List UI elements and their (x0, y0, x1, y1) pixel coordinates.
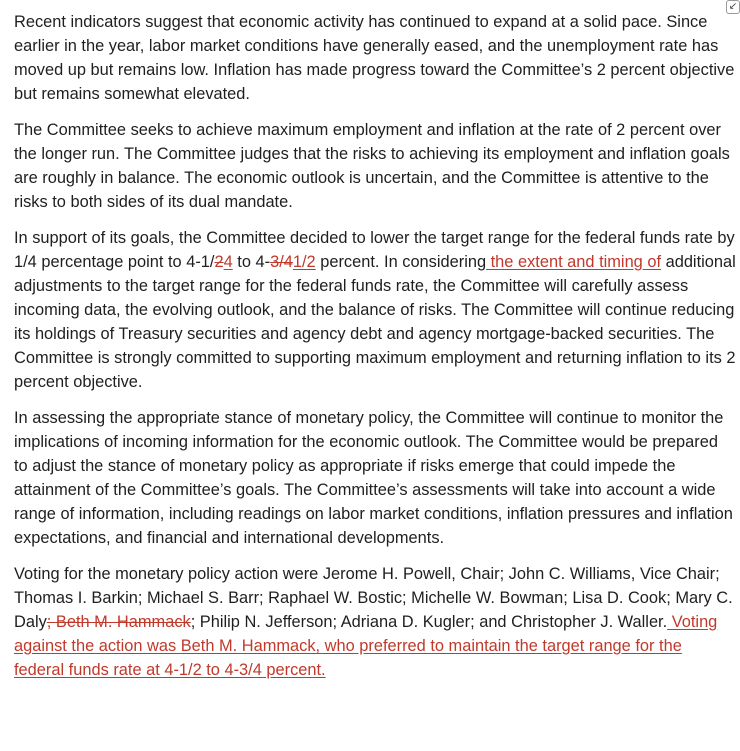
text-segment: In support of its goals, the Committee decided to lower the target range for the federal funds rate by 1/4 percentage point to 4-1/ (14, 229, 735, 271)
inserted-text: 4 (223, 253, 233, 271)
statement-document (14, 10, 736, 694)
deleted-text: 2 (214, 253, 224, 271)
text-segment: Voting for the monetary policy action were Jerome H. Powell, Chair; John C. Williams, Vice Chair; Thomas I. Barkin; Michael S. Barr; Raphael W. Bostic; Michelle W. Bowman; Lisa D. Cook; Mary C. Daly (14, 565, 733, 631)
inserted-text: the extent and timing of (486, 253, 662, 271)
deleted-text: 3/4 (270, 253, 293, 271)
paragraph-policy-stance: In assessing the appropriate stance of monetary policy, the Committee will continue to monitor the implications of incoming information for the economic outlook. The Committee would be prepared to adjust the stance of monetary policy as appropriate if risks emerge that could impede the attainment of the Committee’s goals. The Committee’s assessments will take into account a wide range of information, including readings on labor market conditions, inflation pressures and inflation expectations, and financial and international developments. (14, 409, 733, 547)
paragraph-committee-goals: The Committee seeks to achieve maximum employment and inflation at the rate of 2 percent over the longer run. The Committee judges that the risks to achieving its employment and inflation goals are roughly in balance. The economic outlook is uncertain, and the Committee is attentive to the risks to both sides of its dual mandate. (14, 121, 730, 211)
text-segment: ; Philip N. Jefferson; Adriana D. Kugler; and Christopher J. Waller. (190, 613, 668, 631)
expand-arrow-icon[interactable]: ↙ (726, 0, 740, 14)
text-segment: additional adjustments to the target range for the federal funds rate, the Committee will carefully assess incoming data, the evolving outlook, and the balance of risks. The Committee will continue reducing its holdings of Treasury securities and agency debt and agency mortgage-backed securities. The Committee is strongly committed to supporting maximum employment and returning inflation to its 2 percent objective. (14, 253, 736, 391)
paragraph-economic-indicators: Recent indicators suggest that economic activity has continued to expand at a solid pace. Since earlier in the year, labor market conditions have generally eased, and the unemployment rate has moved up but remains low. Inflation has made progress toward the Committee’s 2 percent objective but remains somewhat elevated. (14, 13, 735, 103)
text-segment: to 4- (232, 253, 271, 271)
inserted-text: 1/2 (292, 253, 316, 271)
paragraph-voting (14, 562, 736, 682)
deleted-text: ; Beth M. Hammack (46, 613, 191, 631)
text-segment: percent. In considering (315, 253, 487, 271)
paragraph-rate-decision (14, 226, 736, 394)
inserted-text: Voting against the action was Beth M. Hammack, who preferred to maintain the target range for the federal funds rate at 4-1/2 to 4-3/4 percent. (14, 613, 718, 679)
